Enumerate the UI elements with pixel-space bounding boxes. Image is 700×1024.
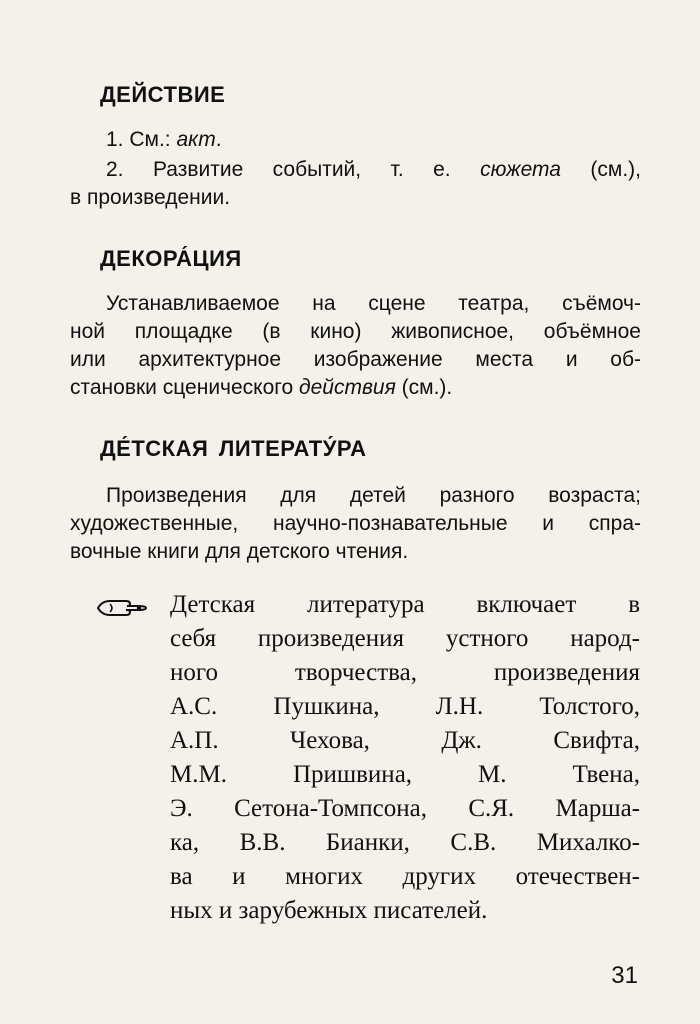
note-line: ного творчества, произведения — [170, 659, 640, 686]
note-line: Э. Сетона-Томпсона, С.Я. Марша- — [170, 795, 640, 822]
note-line: себя произведения устного народ- — [170, 625, 640, 652]
entry-line — [70, 346, 641, 374]
entry-line — [70, 374, 452, 402]
entry-line — [106, 482, 641, 510]
note-line: ка, В.В. Бианки, С.В. Михалко- — [170, 829, 640, 856]
note-line: А.П. Чехова, Дж. Свифта, — [170, 727, 640, 754]
cross-reference: акт — [176, 128, 216, 151]
note-line: Детская литература включает в — [170, 591, 640, 618]
text-run: в произведении. — [70, 186, 231, 209]
entry-line — [106, 290, 641, 318]
text-run: или архитектурное изображение места и об- — [70, 348, 641, 371]
text-run: 1. См.: — [106, 128, 177, 151]
entry-term-deystvie: ДЕЙСТВИЕ — [100, 82, 226, 107]
text-run: Произведения для детей разного возраста; — [106, 484, 641, 507]
cross-reference: сюжета — [480, 158, 561, 181]
entry-line — [70, 184, 230, 212]
text-run: становки сценического — [70, 376, 299, 399]
note-line: ных и зарубежных писателей. — [170, 897, 488, 924]
text-run: (см.). — [395, 376, 453, 399]
note-line: М.М. Пришвина, М. Твена, — [170, 761, 640, 788]
entry-line — [70, 538, 408, 566]
note-line: ва и многих других отечествен- — [170, 863, 640, 890]
page-number: 31 — [611, 962, 638, 989]
entry-line — [106, 156, 641, 184]
cross-reference: действия — [298, 376, 396, 399]
text-run: художественные, научно-познавательные и спра- — [70, 512, 641, 535]
text-run: ной площадке (в кино) живописное, объёмное — [70, 320, 641, 343]
text-run: вочные книги для детского чтения. — [70, 540, 409, 563]
entry-line — [106, 126, 222, 154]
entry-line — [70, 510, 641, 538]
entry-line — [70, 318, 641, 346]
entry-term-detskaya-literatura: ДЕ́ТСКАЯ ЛИТЕРАТУ́РА — [100, 436, 367, 461]
text-run: 2. Развитие событий, т. е. — [106, 158, 481, 181]
text-run: . — [215, 128, 222, 151]
text-run: Устанавливаемое на сцене театра, съёмоч- — [106, 292, 641, 315]
pointing-hand-icon — [96, 596, 156, 620]
note-line: А.С. Пушкина, Л.Н. Толстого, — [170, 693, 640, 720]
entry-term-dekoratsiya: ДЕКОРА́ЦИЯ — [100, 246, 242, 271]
text-run: (см.), — [560, 158, 641, 181]
